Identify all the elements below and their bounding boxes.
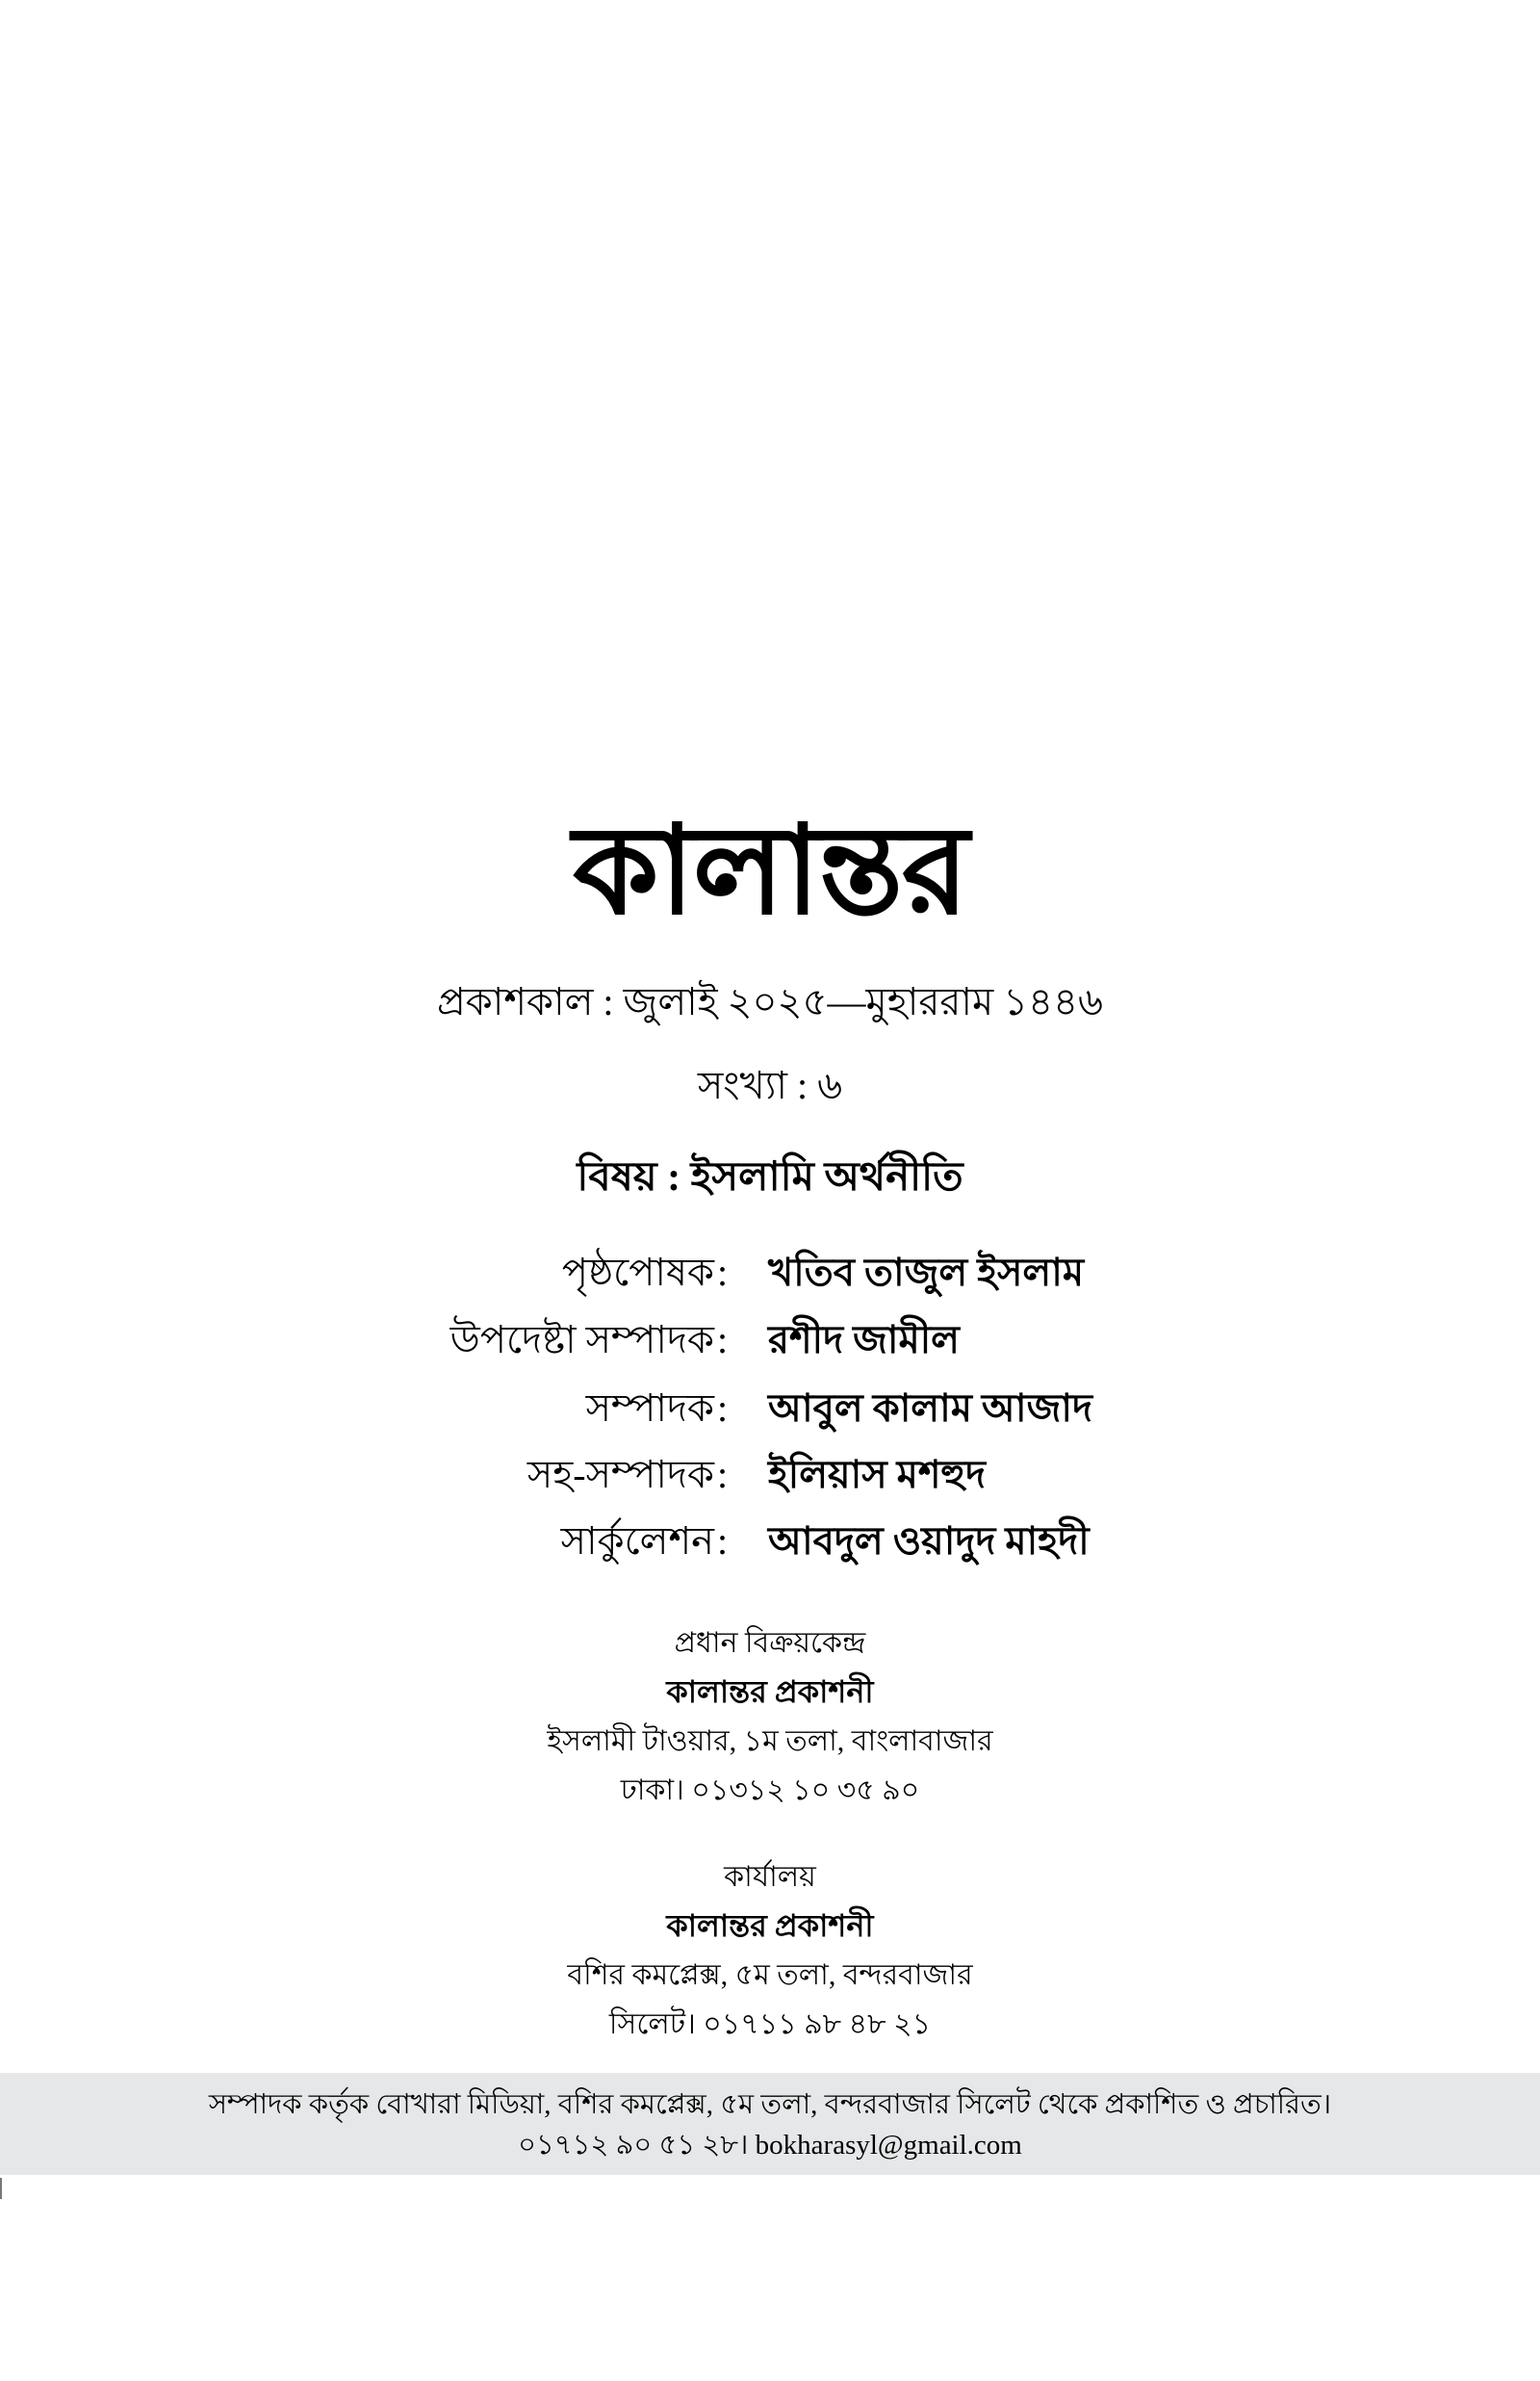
sales-center-contact: ঢাকা। ০১৩১২ ১০ ৩৫ ৯০ xyxy=(620,1774,920,1806)
credit-row xyxy=(0,1380,1540,1437)
credit-value: আবুল কালাম আজাদ xyxy=(768,1386,1092,1430)
page-edge-mark xyxy=(0,2178,2,2199)
credit-colon: : xyxy=(717,1453,729,1496)
office-contact: সিলেট। ০১৭১১ ৯৮ ৪৮ ২১ xyxy=(608,2008,932,2040)
office-address: বশির কমপ্লেক্স, ৫ম তলা, বন্দরবাজার xyxy=(567,1959,973,1991)
office-block xyxy=(0,1852,1540,2049)
office-heading: কার্যালয় xyxy=(724,1861,816,1893)
sales-center-heading: প্রধান বিক্রয়কেন্দ্র xyxy=(674,1627,866,1659)
credit-colon: : xyxy=(717,1318,729,1361)
sales-center-address: ইসলামী টাওয়ার, ১ম তলা, বাংলাবাজার xyxy=(547,1725,993,1757)
office-name: কালান্তর প্রকাশনী xyxy=(666,1908,874,1943)
credit-label: উপদেষ্টা সম্পাদক xyxy=(449,1318,714,1361)
credit-value: আবদুল ওয়াদুদ মাহদী xyxy=(768,1519,1090,1563)
credit-value: খতিব তাজুল ইসলাম xyxy=(768,1251,1085,1294)
credit-value: ইলিয়াস মশহুদ xyxy=(768,1453,987,1496)
imprint-footer xyxy=(0,2073,1540,2175)
imprint-contact: ০১৭১২ ৯০ ৫১ ২৮। bokharasyl@gmail.com xyxy=(518,2130,1022,2161)
sales-center-block xyxy=(0,1618,1540,1815)
credit-row xyxy=(0,1244,1540,1302)
issue-topic: বিষয় : ইসলামি অর্থনীতি xyxy=(577,1155,963,1200)
credit-colon: : xyxy=(717,1519,729,1563)
imprint-line: সম্পাদক কর্তৃক বোখারা মিডিয়া, বশির কমপ্লেক্স, ৫ম তলা, বন্দরবাজার সিলেট থেকে প্রকাশিত ও প্রচারিত। xyxy=(208,2089,1332,2120)
issue-number: সংখ্যা : ৬ xyxy=(697,1064,843,1107)
credit-value: রশীদ জামীল xyxy=(768,1318,960,1361)
publication-date: প্রকাশকাল : জুলাই ২০২৫—মুহাররাম ১৪৪৬ xyxy=(436,980,1104,1023)
credit-row xyxy=(0,1513,1540,1570)
credit-colon: : xyxy=(717,1386,729,1430)
credit-label: সম্পাদক xyxy=(585,1386,714,1430)
magazine-title: কালান্তর xyxy=(573,803,967,940)
credit-colon: : xyxy=(717,1251,729,1294)
credit-label: পৃষ্ঠপোষক xyxy=(561,1251,714,1294)
sales-center-name: কালান্তর প্রকাশনী xyxy=(666,1674,874,1709)
credit-label: সহ-সম্পাদক xyxy=(526,1453,714,1496)
credit-label: সার্কুলেশন xyxy=(560,1519,714,1563)
credit-row xyxy=(0,1311,1540,1369)
credit-row xyxy=(0,1446,1540,1504)
